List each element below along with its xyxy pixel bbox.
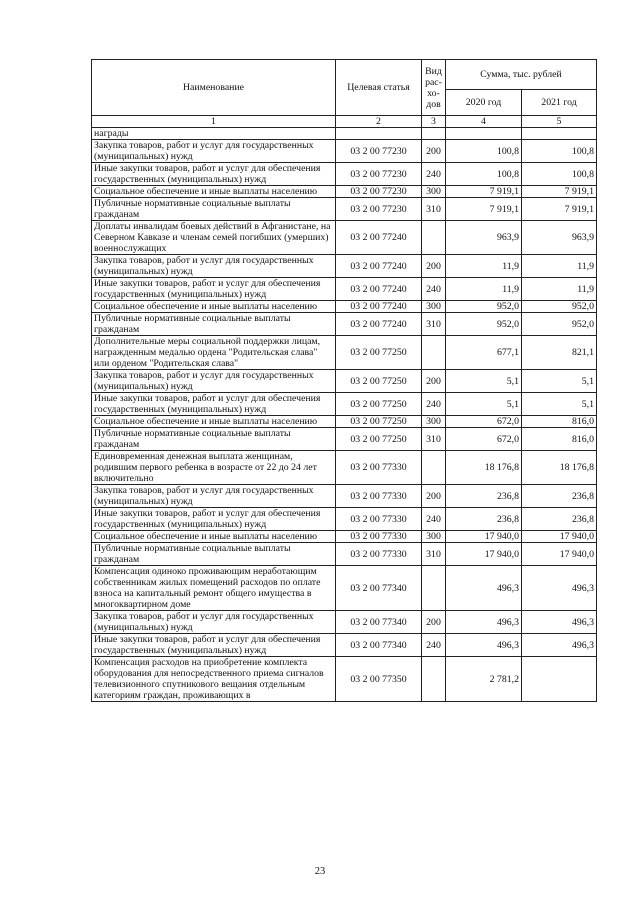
row-expense-type-cell: 200 <box>422 611 446 634</box>
table-header <box>92 60 597 116</box>
row-name-cell: Иные закупки товаров, работ и услуг для обеспечения государственных (муниципальных) нужд <box>92 278 336 301</box>
row-expense-type-cell: 240 <box>422 163 446 186</box>
row-name-cell: Иные закупки товаров, работ и услуг для обеспечения государственных (муниципальных) нужд <box>92 634 336 657</box>
header-expense-type-line: Вид <box>425 65 442 77</box>
table-row <box>92 508 597 531</box>
row-expense-type-cell: 310 <box>422 198 446 221</box>
header-name: Наименование <box>92 60 336 116</box>
row-expense-type-cell: 200 <box>422 370 446 393</box>
row-amount-2020-cell: 100,8 <box>446 163 522 186</box>
row-target-article-cell: 03 2 00 77330 <box>336 451 422 485</box>
row-amount-2020-cell: 100,8 <box>446 140 522 163</box>
row-amount-2020-cell <box>446 128 522 140</box>
row-target-article-cell: 03 2 00 77240 <box>336 221 422 255</box>
row-amount-2021-cell: 11,9 <box>522 278 597 301</box>
row-expense-type-cell: 200 <box>422 140 446 163</box>
row-amount-2020-cell: 496,3 <box>446 566 522 611</box>
page-number: 23 <box>314 866 326 877</box>
row-amount-2021-cell: 952,0 <box>522 301 597 313</box>
table-row <box>92 634 597 657</box>
row-amount-2021-cell: 17 940,0 <box>522 543 597 566</box>
row-amount-2021-cell: 11,9 <box>522 255 597 278</box>
row-name-cell: Доплаты инвалидам боевых действий в Афганистане, на Северном Кавказе и членам семей погибших (умерших) военнослужащих <box>92 221 336 255</box>
table-row <box>92 485 597 508</box>
row-target-article-cell <box>336 128 422 140</box>
row-target-article-cell: 03 2 00 77250 <box>336 428 422 451</box>
row-amount-2021-cell: 496,3 <box>522 611 597 634</box>
row-target-article-cell: 03 2 00 77340 <box>336 611 422 634</box>
header-target-article: Целевая статья <box>336 60 422 116</box>
row-target-article-cell: 03 2 00 77240 <box>336 255 422 278</box>
row-expense-type-cell: 300 <box>422 531 446 543</box>
row-expense-type-cell: 310 <box>422 313 446 336</box>
header-sum: Сумма, тыс. рублей <box>446 60 597 90</box>
table-row <box>92 451 597 485</box>
table-row <box>92 611 597 634</box>
column-index: 2 <box>336 116 422 128</box>
row-amount-2021-cell <box>522 128 597 140</box>
row-name-cell: Публичные нормативные социальные выплаты гражданам <box>92 198 336 221</box>
row-amount-2021-cell: 963,9 <box>522 221 597 255</box>
table-row <box>92 543 597 566</box>
row-amount-2020-cell: 5,1 <box>446 393 522 416</box>
row-amount-2021-cell: 496,3 <box>522 634 597 657</box>
row-name-cell: Публичные нормативные социальные выплаты гражданам <box>92 428 336 451</box>
row-amount-2020-cell: 7 919,1 <box>446 186 522 198</box>
row-amount-2020-cell: 496,3 <box>446 611 522 634</box>
row-expense-type-cell: 310 <box>422 543 446 566</box>
row-name-cell: Компенсация одиноко проживающим неработающим собственникам жилых помещений расходов по оплате взноса на капитальный ремонт общего имущества в многоквартирном доме <box>92 566 336 611</box>
table-row <box>92 221 597 255</box>
row-amount-2020-cell: 677,1 <box>446 336 522 370</box>
row-amount-2020-cell: 496,3 <box>446 634 522 657</box>
row-target-article-cell: 03 2 00 77340 <box>336 566 422 611</box>
table-row <box>92 278 597 301</box>
table-row <box>92 255 597 278</box>
row-amount-2021-cell <box>522 657 597 702</box>
row-expense-type-cell: 200 <box>422 255 446 278</box>
row-target-article-cell: 03 2 00 77240 <box>336 313 422 336</box>
row-name-cell: Социальное обеспечение и иные выплаты населению <box>92 416 336 428</box>
table-row <box>92 140 597 163</box>
row-expense-type-cell: 200 <box>422 485 446 508</box>
column-index: 5 <box>522 116 597 128</box>
row-name-cell: Закупка товаров, работ и услуг для государственных (муниципальных) нужд <box>92 370 336 393</box>
row-name-cell: Закупка товаров, работ и услуг для государственных (муниципальных) нужд <box>92 140 336 163</box>
row-amount-2020-cell: 2 781,2 <box>446 657 522 702</box>
row-amount-2020-cell: 236,8 <box>446 508 522 531</box>
row-target-article-cell: 03 2 00 77250 <box>336 370 422 393</box>
row-name-cell: Иные закупки товаров, работ и услуг для обеспечения государственных (муниципальных) нужд <box>92 393 336 416</box>
table-row <box>92 163 597 186</box>
row-amount-2021-cell: 100,8 <box>522 140 597 163</box>
row-target-article-cell: 03 2 00 77330 <box>336 543 422 566</box>
budget-table <box>91 59 597 702</box>
row-amount-2020-cell: 952,0 <box>446 301 522 313</box>
row-name-cell: Иные закупки товаров, работ и услуг для обеспечения государственных (муниципальных) нужд <box>92 508 336 531</box>
row-name-cell: награды <box>92 128 336 140</box>
row-name-cell: Социальное обеспечение и иные выплаты населению <box>92 186 336 198</box>
header-year-2020: 2020 год <box>446 90 522 116</box>
row-expense-type-cell <box>422 657 446 702</box>
row-amount-2021-cell: 17 940,0 <box>522 531 597 543</box>
table-row <box>92 128 597 140</box>
row-target-article-cell: 03 2 00 77250 <box>336 336 422 370</box>
row-expense-type-cell: 240 <box>422 278 446 301</box>
row-target-article-cell: 03 2 00 77240 <box>336 278 422 301</box>
row-expense-type-cell: 240 <box>422 634 446 657</box>
row-expense-type-cell <box>422 221 446 255</box>
row-target-article-cell: 03 2 00 77250 <box>336 416 422 428</box>
row-target-article-cell: 03 2 00 77330 <box>336 508 422 531</box>
row-expense-type-cell: 300 <box>422 301 446 313</box>
row-amount-2020-cell: 17 940,0 <box>446 531 522 543</box>
row-amount-2021-cell: 816,0 <box>522 416 597 428</box>
row-amount-2021-cell: 821,1 <box>522 336 597 370</box>
table-body <box>92 116 597 702</box>
row-expense-type-cell: 300 <box>422 186 446 198</box>
row-name-cell: Закупка товаров, работ и услуг для государственных (муниципальных) нужд <box>92 485 336 508</box>
row-name-cell: Закупка товаров, работ и услуг для государственных (муниципальных) нужд <box>92 255 336 278</box>
row-target-article-cell: 03 2 00 77350 <box>336 657 422 702</box>
row-name-cell: Дополнительные меры социальной поддержки лицам, награжденным медалью ордена "Родительская слава" или орденом "Родительская слава" <box>92 336 336 370</box>
row-amount-2021-cell: 7 919,1 <box>522 198 597 221</box>
row-target-article-cell: 03 2 00 77230 <box>336 140 422 163</box>
row-target-article-cell: 03 2 00 77230 <box>336 186 422 198</box>
table-row <box>92 336 597 370</box>
header-expense-type-line: дов <box>426 98 441 110</box>
row-amount-2021-cell: 236,8 <box>522 485 597 508</box>
table-row <box>92 370 597 393</box>
column-index-row <box>92 116 597 128</box>
column-index: 3 <box>422 116 446 128</box>
row-amount-2021-cell: 816,0 <box>522 428 597 451</box>
row-expense-type-cell: 240 <box>422 508 446 531</box>
table-row <box>92 416 597 428</box>
column-index: 4 <box>446 116 522 128</box>
row-amount-2020-cell: 17 940,0 <box>446 543 522 566</box>
row-expense-type-cell: 310 <box>422 428 446 451</box>
table-row <box>92 531 597 543</box>
table-row <box>92 186 597 198</box>
row-expense-type-cell <box>422 566 446 611</box>
row-amount-2020-cell: 11,9 <box>446 255 522 278</box>
header-expense-type-line: хо- <box>427 87 440 99</box>
row-amount-2021-cell: 5,1 <box>522 370 597 393</box>
row-name-cell: Компенсация расходов на приобретение комплекта оборудования для непосредственного приема сигналов телевизионного спутникового вещания отдельным категориям граждан, проживающих в <box>92 657 336 702</box>
row-amount-2021-cell: 100,8 <box>522 163 597 186</box>
row-expense-type-cell: 300 <box>422 416 446 428</box>
header-year-2021: 2021 год <box>522 90 597 116</box>
table-row <box>92 428 597 451</box>
row-amount-2020-cell: 5,1 <box>446 370 522 393</box>
row-amount-2020-cell: 672,0 <box>446 416 522 428</box>
row-amount-2021-cell: 496,3 <box>522 566 597 611</box>
row-name-cell: Социальное обеспечение и иные выплаты населению <box>92 301 336 313</box>
header-expense-type <box>422 60 446 116</box>
row-amount-2020-cell: 18 176,8 <box>446 451 522 485</box>
row-name-cell: Иные закупки товаров, работ и услуг для обеспечения государственных (муниципальных) нужд <box>92 163 336 186</box>
row-target-article-cell: 03 2 00 77240 <box>336 301 422 313</box>
row-target-article-cell: 03 2 00 77340 <box>336 634 422 657</box>
row-amount-2020-cell: 236,8 <box>446 485 522 508</box>
row-amount-2021-cell: 236,8 <box>522 508 597 531</box>
row-amount-2021-cell: 952,0 <box>522 313 597 336</box>
row-amount-2021-cell: 7 919,1 <box>522 186 597 198</box>
table-row <box>92 301 597 313</box>
row-amount-2020-cell: 672,0 <box>446 428 522 451</box>
row-target-article-cell: 03 2 00 77330 <box>336 485 422 508</box>
row-target-article-cell: 03 2 00 77250 <box>336 393 422 416</box>
row-name-cell: Публичные нормативные социальные выплаты гражданам <box>92 543 336 566</box>
row-name-cell: Закупка товаров, работ и услуг для государственных (муниципальных) нужд <box>92 611 336 634</box>
row-amount-2020-cell: 952,0 <box>446 313 522 336</box>
header-expense-type-line: рас- <box>425 76 442 88</box>
row-expense-type-cell: 240 <box>422 393 446 416</box>
row-amount-2020-cell: 7 919,1 <box>446 198 522 221</box>
column-index: 1 <box>92 116 336 128</box>
row-amount-2021-cell: 5,1 <box>522 393 597 416</box>
table-row <box>92 393 597 416</box>
table-row <box>92 198 597 221</box>
table-row <box>92 313 597 336</box>
row-name-cell: Публичные нормативные социальные выплаты гражданам <box>92 313 336 336</box>
row-target-article-cell: 03 2 00 77330 <box>336 531 422 543</box>
row-amount-2020-cell: 963,9 <box>446 221 522 255</box>
row-name-cell: Социальное обеспечение и иные выплаты населению <box>92 531 336 543</box>
row-expense-type-cell <box>422 128 446 140</box>
table-row <box>92 566 597 611</box>
row-name-cell: Единовременная денежная выплата женщинам, родившим первого ребенка в возрасте от 22 до 24 лет включительно <box>92 451 336 485</box>
row-target-article-cell: 03 2 00 77230 <box>336 163 422 186</box>
row-amount-2020-cell: 11,9 <box>446 278 522 301</box>
row-amount-2021-cell: 18 176,8 <box>522 451 597 485</box>
table-row <box>92 657 597 702</box>
row-target-article-cell: 03 2 00 77230 <box>336 198 422 221</box>
row-expense-type-cell <box>422 451 446 485</box>
row-expense-type-cell <box>422 336 446 370</box>
